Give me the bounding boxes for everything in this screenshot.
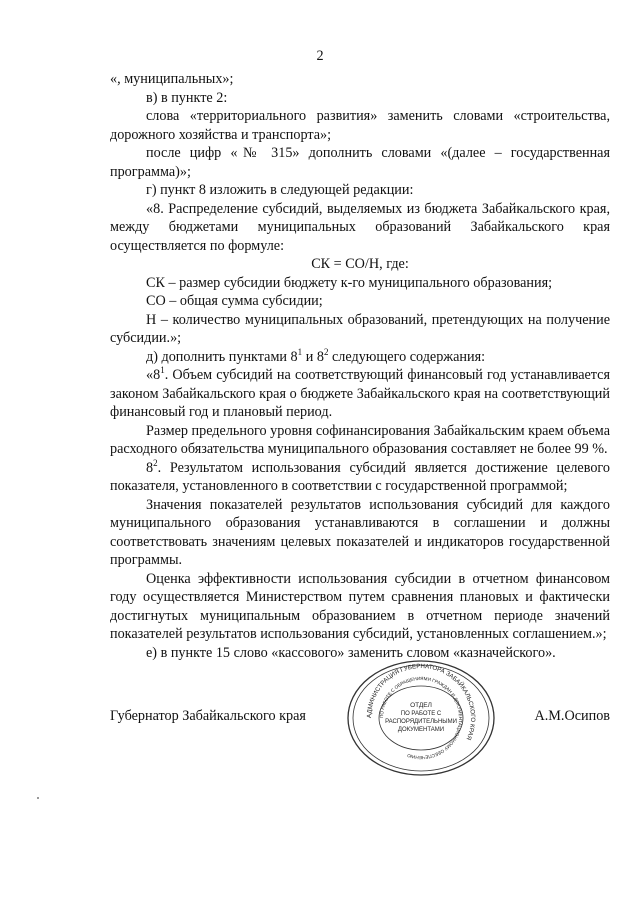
seal-inner-text-path: ПО РАБОТЕ С ОБРАЩЕНИЯМИ ГРАЖДАН И ДОКУМЕНТАЦИОННОМУ ОБЕСПЕЧЕНИЮ <box>378 675 464 761</box>
paragraph: Оценка эффективности использования субсидии в отчетном финансовом году осуществляется Министерством путем сравнения плановых и фактически достигнутых муниципальным образованием в отчетном периоде значений показателей результатов использования субсидий, установленных соглашением.»; <box>110 570 610 642</box>
scan-speck <box>37 797 39 799</box>
text-fragment: 8 <box>146 459 154 476</box>
paragraph: «8. Распределение субсидий, выделяемых из бюджета Забайкальского края, между бюджетами муниципальных образований Забайкальского края осуществляется по формуле: <box>110 200 610 254</box>
official-seal <box>345 659 497 777</box>
paragraph: СК – размер субсидии бюджету к-го муниципального образования; <box>146 274 553 291</box>
page-number: 2 <box>316 48 324 64</box>
seal-center-line: ДОКУМЕНТАМИ <box>397 727 445 733</box>
text-fragment: . Объем субсидий на соответствующий финансовый год устанавливается законом Забайкальского края о бюджете Забайкальского края на соответствующий финансовый год и плановый период. <box>110 367 610 420</box>
paragraph <box>110 459 610 496</box>
signatory-position: Губернатор Забайкальского края <box>110 708 306 724</box>
superscript: 1 <box>297 346 303 357</box>
seal-graphic <box>345 659 497 777</box>
text-fragment: следующего содержания: <box>328 348 486 365</box>
seal-center-line: ОТДЕЛ <box>410 702 432 709</box>
paragraph: в) в пункте 2: <box>146 89 228 106</box>
seal-inner-text <box>379 676 463 760</box>
paragraph: Значения показателей результатов использования субсидий для каждого муниципального образования устанавливаются в соглашении и должны соответствовать значениям целевых показателей и индикаторов государственной программы. <box>110 496 610 568</box>
paragraph: СО – общая сумма субсидии; <box>146 293 323 309</box>
paragraph: г) пункт 8 изложить в следующей редакции: <box>146 182 414 198</box>
seal-ring-text-path: АДМИНИСТРАЦИЯ ГУБЕРНАТОРА ЗАБАЙКАЛЬСКОГО КРАЯ <box>365 662 477 742</box>
paragraph: Н – количество муниципальных образований, претендующих на получение субсидии.»; <box>110 311 610 346</box>
paragraph: «, муниципальных»; <box>110 71 234 87</box>
superscript: 2 <box>323 346 329 357</box>
paragraph: после цифр «№ 315» дополнить словами «(далее – государственная программа)»; <box>110 145 610 180</box>
text-fragment: «8 <box>146 367 161 383</box>
paragraph: е) в пункте 15 слово «кассового» заменить словом «казначейского». <box>146 644 556 661</box>
superscript: 1 <box>160 365 165 375</box>
paragraph <box>110 348 610 367</box>
seal-center-line: РАСПОРЯДИТЕЛЬНЫМИ <box>385 719 457 725</box>
seal-center-line: ПО РАБОТЕ С <box>400 711 442 717</box>
paragraph: слова «территориального развития» заменить словами «строительства, дорожного хозяйства и транспорта»; <box>110 108 610 143</box>
paragraph: Размер предельного уровня софинансирования Забайкальским краем объема расходного обязательства муниципального образования составляет не более 99 %. <box>110 422 610 457</box>
document-body <box>110 70 610 662</box>
text-fragment: . Результатом использования субсидий является достижение целевого показателя, установленного в соответствии с государственной программой; <box>110 459 610 494</box>
paragraph <box>110 366 610 422</box>
text-fragment: д) дополнить пунктами 8 <box>146 348 298 365</box>
formula: СК = СО/Н, где: <box>311 256 409 272</box>
superscript: 2 <box>153 457 158 468</box>
text-fragment: и 8 <box>302 348 324 365</box>
signatory-name: А.М.Осипов <box>534 708 610 724</box>
